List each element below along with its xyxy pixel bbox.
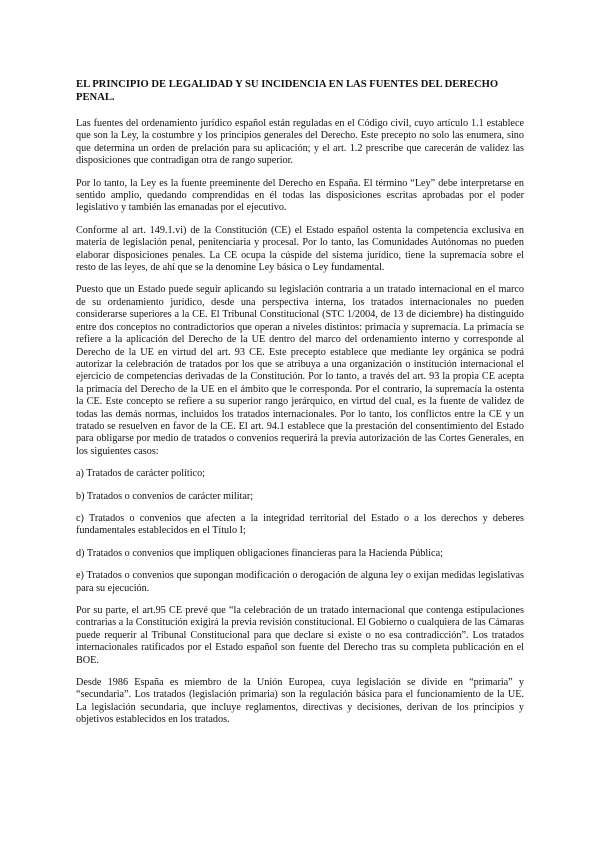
list-item-d: d) Tratados o convenios que impliquen obligaciones financieras para la Hacienda Pública;: [76, 547, 443, 559]
list-item-c: c) Tratados o convenios que afecten a la integridad territorial del Estado o a los derechos y deberes fundamentales establecidos en el Título I;: [76, 512, 524, 537]
list-item-e: e) Tratados o convenios que supongan modificación o derogación de alguna ley o exijan medidas legislativas para su ejecución.: [76, 570, 524, 594]
paragraph-fuentes: Las fuentes del ordenamiento jurídico español están reguladas en el Código civil, cuyo artículo 1.1 establece que son la Ley, la costumbre y los principios generales del Derecho. Este precepto no solo las enumera, sino que determina un orden de prelación para su aplicación; y el art. 1.2 prescribe que carecerán de validez las disposiciones que contradigan otra de rango superior.: [76, 118, 524, 167]
paragraph-union-europea: Desde 1986 España es miembro de la Unión Europea, cuya legislación se divide en “primaria” y “secundaria”. Los tratados (legislación primaria) son la regulación básica para el funcionamiento de la UE. La legislación secundaria, que incluye reglamentos, directivas y decisiones, derivan de los principios y objetivos establecidos en los tratados.: [76, 677, 524, 726]
document-title: EL PRINCIPIO DE LEGALIDAD Y SU INCIDENCIA EN LAS FUENTES DEL DERECHO PENAL.: [76, 79, 499, 103]
paragraph-art-95: Por su parte, el art.95 CE prevé que “la celebración de un tratado internacional que contenga estipulaciones contrarias a la Constitución exigirá la previa revisión constitucional. El Gobierno o cualquiera de las Cámaras puede requerir al Tribunal Constitucional para que declare si existe o no esa contradicción”. Los tratados internacionales ratificados por el Estado español son fuente del Derecho tras su completa publicación en el BOE.: [76, 605, 524, 666]
paragraph-ley-preeminente: Por lo tanto, la Ley es la fuente preeminente del Derecho en España. El término “Ley” debe interpretarse en sentido amplio, quedando comprendidas en él todas las disposiciones escritas aprobadas por el poder legislativo y también las emanadas por el ejecutivo.: [76, 177, 524, 214]
list-item-a: a) Tratados de carácter político;: [76, 468, 205, 480]
paragraph-competencia-estado: Conforme al art. 149.1.vi) de la Constitución (CE) el Estado español ostenta la competencia exclusiva en materia de legislación penal, penitenciaria y procesal. Por lo tanto, las Comunidades Autónomas no pueden elaborar disposiciones penales. La CE ocupa la cúspide del sistema jurídico, tiene la supremacía sobre el resto de las leyes, de ahí que se la denomine Ley básica o Ley fundamental.: [76, 224, 524, 274]
list-item-b: b) Tratados o convenios de carácter militar;: [76, 490, 254, 502]
paragraph-tratados-internacionales: Puesto que un Estado puede seguir aplicando su legislación contraria a un tratado internacional en el marco de su ordenamiento jurídico, desde una perspectiva interna, los tratados internacionales no pueden considerarse superiores a la CE. El Tribunal Constitucional (STC 1/2004, de 13 de diciembre) ha distinguido entre dos conceptos no contradictorios que operan a niveles distintos: primacía y supremacía. La primacía se refiere a la aplicación del Derecho de la UE dentro del marco del ordenamiento interno y corresponde al Derecho de la UE en virtud del art. 93 CE. Este precepto establece que mediante ley orgánica se podrá autorizar la celebración de tratados por los que se atribuya a una organización o institución internacional el ejercicio de competencias derivadas de la Constitución. Por lo tanto, a través del art. 93 la propia CE acepta la primacía del Derecho de la UE en el ámbito que le corresponda. Por el contrario, la supremacía la ostenta la CE. Este concepto se refiere a su superior rango jerárquico, en virtud del cual, es la fuente de validez de todas las demás normas, incluidos los tratados internacionales. Por lo tanto, los conflictos entre la CE y un tratado se resuelven en favor de la CE. El art. 94.1 establece que la prestación del consentimiento del Estado para obligarse por medio de tratados o convenios requerirá la previa autorización de las Cortes Generales, en los siguientes casos:: [76, 284, 524, 457]
